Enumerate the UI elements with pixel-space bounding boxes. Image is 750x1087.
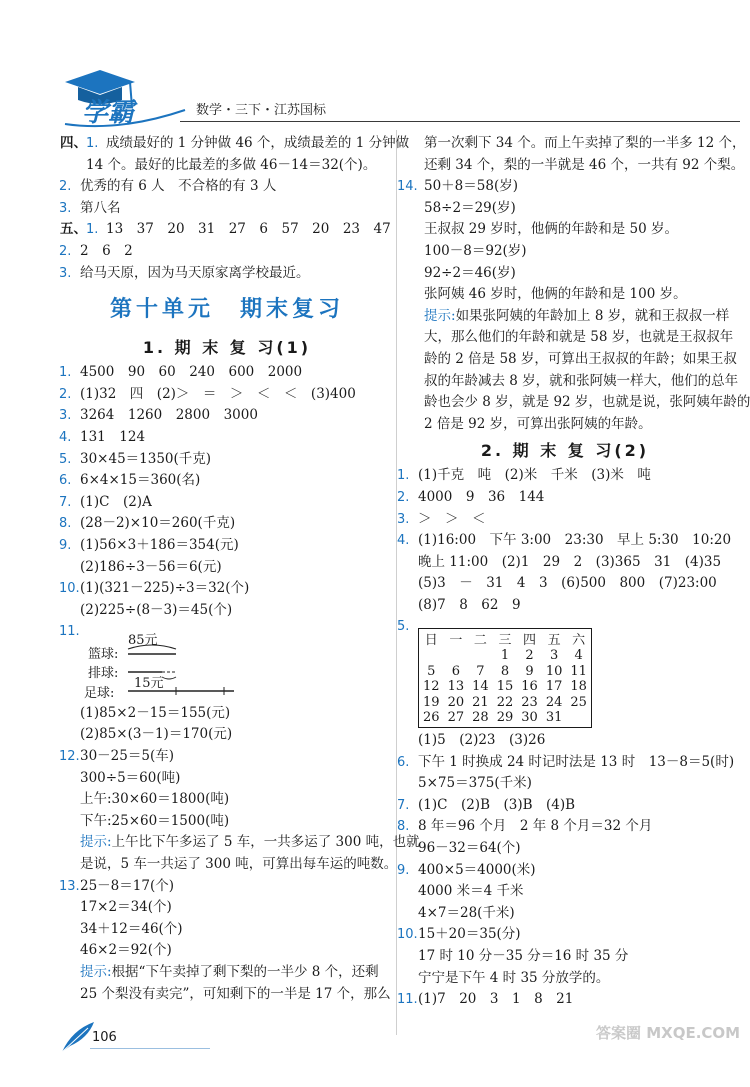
item-number: 1. [59, 365, 72, 381]
diagram-top-label: 85元 [128, 632, 158, 648]
calendar-day: 4 [574, 648, 583, 664]
answer-text: (2)225÷(8－3)＝45(个) [80, 601, 233, 618]
hint-label: 提示: [424, 307, 456, 324]
answer-text: 15＋20＝35(分) [418, 926, 521, 943]
calendar-weekday: 三 [498, 633, 512, 648]
item-number: 2. [59, 243, 72, 259]
item-number: 9. [59, 537, 72, 553]
calendar-table [418, 628, 592, 728]
item-number: 6. [397, 754, 410, 770]
calendar-week-row [419, 710, 591, 726]
logo-text: 学霸 [82, 98, 135, 128]
hint-label: 提示: [80, 834, 112, 851]
answer-text: 17 时 10 分－35 分＝16 时 35 分 [418, 948, 629, 964]
calendar-weekday: 五 [547, 633, 561, 648]
item-number: 10. [397, 927, 418, 943]
calendar-day: 25 [570, 694, 587, 710]
calendar-grid [419, 629, 591, 726]
footer-rule [90, 1048, 210, 1049]
line-segment-diagram [62, 629, 392, 699]
answer-text: 92÷2＝46(岁) [424, 264, 516, 281]
answer-text: 张阿姨 46 岁时，他俩的年龄和是 100 岁。 [424, 286, 687, 303]
item-number: 2. [397, 489, 410, 505]
calendar-day [444, 648, 469, 664]
calendar-day: 15 [496, 679, 514, 695]
answer-text: (2)186÷3－56＝6(元) [80, 558, 222, 575]
hint-text: 龄也会少 8 岁，就是 92 岁，也就是说，张阿姨年龄的 [424, 394, 750, 411]
answer-text: 300÷5＝60(吨) [80, 769, 181, 786]
answer-text: (1)32 四 (2)＞ ＝ ＞ ＜ ＜ (3)400 [80, 385, 356, 402]
item-number: 8. [59, 516, 72, 532]
item-number: 12. [59, 749, 80, 765]
answer-text: 25－8＝17(个) [80, 877, 174, 894]
watermark: 答案圈 MXQE.COM [596, 1024, 741, 1042]
answer-text: (2)85×(3－1)＝170(元) [80, 726, 233, 743]
item-number: 1. [86, 222, 99, 238]
calendar-week-row [419, 664, 591, 680]
item-number: 4. [59, 429, 72, 445]
item-number: 14. [397, 179, 418, 195]
hint-text: 如果张阿姨的年龄加上 8 岁，就和王叔叔一样 [455, 307, 730, 324]
answer-text: (1)C (2)B (3)B (4)B [418, 796, 576, 813]
hint-text: 25 个梨没有卖完”，可知剩下的一半是 17 个，那么 [80, 985, 391, 1002]
answer-text: 晚上 11:00 (2)1 29 2 (3)365 31 (4)35 [418, 553, 722, 570]
hint-text: 根据“下午卖掉了剩下梨的一半少 8 个，还剩 [111, 964, 379, 980]
right-column [397, 133, 750, 1011]
answer-text: 下午:25×60＝1500(吨) [80, 812, 230, 829]
calendar-weekday: 六 [572, 633, 586, 648]
column-divider [396, 130, 397, 1035]
hint-text: 叔的年龄减去 8 岁，就和张阿姨一样大，他们的总年 [424, 372, 739, 389]
hint-label: 提示: [80, 964, 112, 980]
calendar-weekday: 四 [523, 633, 537, 648]
answer-text: (8)7 8 62 9 [418, 596, 521, 613]
item-number: 2. [59, 386, 72, 402]
calendar-day: 9 [525, 663, 534, 679]
answer-text: (1)C (2)A [80, 493, 152, 510]
left-column [59, 133, 420, 1005]
calendar-day: 2 [525, 648, 534, 664]
answer-line [60, 133, 410, 155]
book-info: 数学・三下・江苏国标 [196, 103, 327, 118]
answer-text: 30－25＝5(车) [80, 748, 174, 765]
answer-text: 96－32＝64(个) [418, 840, 521, 857]
answer-text: 400×5＝4000(米) [418, 861, 536, 878]
calendar-week-row [419, 679, 591, 695]
calendar-day: 8 [500, 663, 510, 679]
item-number: 3. [397, 511, 410, 527]
calendar-day: 5 [427, 663, 436, 679]
diagram-label-volleyball: 排球: [88, 665, 119, 681]
item-number: 7. [59, 494, 72, 510]
answer-text: 34＋12＝46(个) [80, 920, 183, 937]
answer-text: 成绩最好的 1 分钟做 46 个，成绩最差的 1 分钟做 [106, 135, 410, 151]
answer-text: 58÷2＝29(岁) [424, 199, 516, 216]
calendar-day: 17 [545, 679, 563, 695]
review2-title: 2. 期 末 复 习(2) [480, 441, 650, 461]
unit-title: 第十单元 期末复习 [109, 297, 344, 323]
answer-text: (1)(321－225)÷3＝32(个) [80, 580, 250, 597]
answer-text: 宁宁是下午 4 时 35 分放学的。 [418, 969, 610, 986]
answer-text: 46×2＝92(个) [80, 942, 172, 959]
logo [60, 62, 190, 132]
answer-text: ＞ ＞ ＜ [418, 510, 486, 527]
calendar-week-row [419, 695, 591, 711]
answer-text: (1)5 (2)23 (3)26 [418, 732, 546, 749]
answer-text: 8 年＝96 个月 2 年 8 个月＝32 个月 [418, 818, 653, 835]
item-number: 6. [59, 473, 72, 489]
hint-text: 是说，5 车一共运了 300 吨，可算出每车运的吨数。 [80, 856, 398, 873]
item-number: 1. [397, 468, 410, 484]
calendar-day [566, 710, 591, 726]
review1-title: 1. 期 末 复 习(1) [142, 338, 312, 358]
section-label: 四、 [60, 135, 87, 151]
calendar-weekday: 一 [449, 633, 463, 648]
calendar-day: 7 [476, 663, 485, 679]
answer-text: 13 37 20 31 27 6 57 20 23 47 [106, 221, 391, 238]
answer-text: 王叔叔 29 岁时，他俩的年龄和是 50 岁。 [424, 221, 679, 238]
calendar-day: 14 [472, 679, 489, 695]
page-number: 106 [92, 1030, 117, 1045]
hint-text: 大，那么他们的年龄和就是 58 岁，也就是王叔叔年 [424, 329, 734, 346]
answer-text: (1)56×3＋186＝354(元) [80, 536, 239, 553]
answer-text: 下午 1 时换成 24 时记时法是 13 时 13－8＝5(时) [418, 753, 735, 770]
answer-text: 17×2＝34(个) [80, 899, 172, 916]
header-rule [180, 121, 740, 122]
section-label: 五、 [60, 221, 87, 238]
item-number: 7. [397, 797, 410, 813]
answer-text: (1)千克 吨 (2)米 千米 (3)米 吨 [418, 467, 651, 484]
diagram-label-basketball: 篮球: [88, 646, 119, 662]
answer-text: 第八名 [80, 199, 121, 216]
answer-text: 2 6 2 [80, 242, 133, 259]
answer-text: (28－2)×10＝260(千克) [80, 515, 236, 532]
calendar-weekday: 二 [473, 633, 487, 648]
answer-text: 131 124 [80, 428, 146, 445]
item-number: 11. [397, 992, 418, 1008]
item-number: 4. [397, 533, 410, 549]
calendar-day [419, 648, 444, 664]
calendar-day: 13 [447, 679, 465, 695]
answer-text: (1)85×2－15＝155(元) [80, 704, 231, 721]
hint-text: 龄的 2 倍是 58 岁，可算出王叔叔的年龄；如果王叔 [424, 350, 737, 367]
item-number: 1. [86, 136, 99, 151]
calendar-day: 26 [423, 710, 440, 726]
answer-text: 4000 米＝4 千米 [418, 883, 524, 900]
calendar-day: 27 [447, 710, 465, 726]
item-number: 10. [59, 581, 80, 597]
calendar-day: 22 [496, 694, 514, 710]
calendar-day: 11 [570, 663, 587, 679]
calendar-day: 3 [549, 648, 559, 664]
hint-text: 还剩 34 个，梨的一半就是 46 个，一共有 92 个梨。 [424, 156, 745, 173]
item-number: 11. [59, 624, 80, 640]
answer-text: (5)3 － 31 4 3 (6)500 800 (7)23:00 [418, 575, 717, 592]
calendar-day: 29 [496, 710, 514, 726]
diagram-mid-label: 15元 [134, 675, 164, 691]
item-number: 13. [59, 878, 80, 894]
answer-text: 给马天原，因为马天原家离学校最近。 [80, 264, 310, 281]
answer-text: 4×7＝28(千米) [418, 904, 515, 921]
calendar-day: 30 [521, 710, 538, 726]
answer-text: 6×4×15＝360(名) [80, 472, 201, 489]
answer-text: 30×45＝1350(千克) [80, 450, 212, 467]
hint-text: 2 倍是 92 岁，可算出张阿姨的年龄。 [424, 415, 652, 432]
calendar-day: 6 [451, 663, 460, 679]
answer-text: (1)7 20 3 1 8 21 [418, 991, 574, 1008]
item-number: 3. [59, 265, 72, 281]
calendar-day: 28 [472, 710, 489, 726]
calendar-header-row [419, 629, 591, 648]
item-number: 3. [59, 200, 72, 216]
item-number: 5. [59, 451, 72, 467]
answer-text: 5×75＝375(千米) [418, 775, 532, 792]
item-number: 9. [397, 862, 410, 878]
calendar-day: 1 [500, 648, 510, 664]
calendar-week-row [419, 648, 591, 664]
answer-text: 4500 90 60 240 600 2000 [80, 364, 303, 381]
calendar-day: 20 [447, 694, 465, 710]
calendar-day [468, 648, 493, 664]
calendar-weekday: 日 [424, 633, 438, 648]
item-number: 3. [59, 408, 72, 424]
answer-text: 50＋8＝58(岁) [424, 178, 518, 195]
calendar-day: 19 [423, 694, 440, 710]
calendar-day: 16 [521, 679, 538, 695]
item-number: 8. [397, 819, 410, 835]
item-number: 5. [397, 619, 410, 635]
answer-text: (1)16:00 下午 3:00 23:30 早上 5:30 10:20 [418, 532, 732, 549]
calendar-day: 31 [545, 710, 563, 726]
answer-text: 14 个。最好的比最差的多做 46－14＝32(个)。 [86, 156, 377, 173]
calendar-day: 10 [545, 663, 563, 679]
hint-text: 上午比下午多运了 5 车，一共多运了 300 吨，也就 [111, 834, 420, 851]
diagram-label-football: 足球: [84, 685, 115, 701]
calendar-day: 24 [545, 694, 563, 710]
calendar-day: 12 [423, 679, 440, 695]
answer-text: 优秀的有 6 人 不合格的有 3 人 [80, 178, 277, 195]
answer-text: 3264 1260 2800 3000 [80, 407, 258, 424]
answer-text: 4000 9 36 144 [418, 488, 545, 505]
answer-text: 100－8＝92(岁) [424, 242, 527, 259]
calendar-day: 21 [472, 694, 489, 710]
hint-text: 第一次剩下 34 个。而上午卖掉了梨的一半多 12 个， [424, 135, 746, 151]
calendar-day: 18 [570, 679, 587, 695]
item-number: 2. [59, 179, 72, 195]
calendar-day: 23 [521, 694, 538, 710]
answer-text: 上午:30×60＝1800(吨) [80, 791, 230, 808]
